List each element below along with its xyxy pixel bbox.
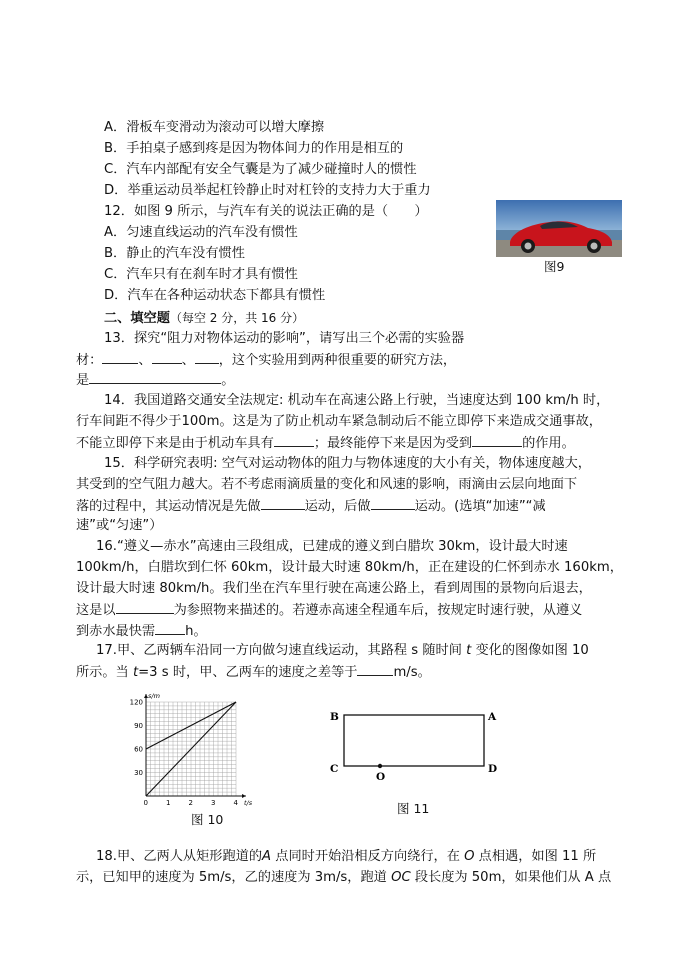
q17-text-d: =3 s 时，甲、乙两车的速度之差等于 <box>138 665 358 680</box>
q16-text-d: h。 <box>185 624 207 639</box>
q15-line4: 速”或“匀速”） <box>76 518 163 533</box>
q14-blank-1[interactable] <box>274 433 314 447</box>
q12-option-b: B．静止的汽车没有惯性 <box>104 246 245 261</box>
st-graph-svg <box>118 688 268 806</box>
q18-text-a: 18.甲、乙两人从矩形跑道的 <box>96 849 263 864</box>
label-o: O <box>376 771 386 781</box>
q16-line4 <box>76 600 582 621</box>
q15-text-b: 运动，后做 <box>304 499 371 514</box>
q13-line1: 13．探究“阻力对物体运动的影响”，请写出三个必需的实验器 <box>104 331 465 346</box>
q13-line3 <box>76 370 234 391</box>
y-axis-label: s/m <box>148 692 160 700</box>
q15-blank-2[interactable] <box>371 496 415 510</box>
q12-option-d: D．汽车在各种运动状态下都具有惯性 <box>104 288 326 303</box>
q17-blank-1[interactable] <box>357 662 393 676</box>
q16-text-a: 这是以 <box>76 603 116 618</box>
q18-line2 <box>76 868 611 888</box>
q13-text-b: ，这个实验用到两种很重要的研究方法， <box>218 353 457 368</box>
q16-blank-2[interactable] <box>155 621 185 635</box>
q13-line2 <box>76 350 456 371</box>
track-diagram <box>325 705 505 781</box>
q17-text-b: 变化的图像如图 10 <box>471 643 589 658</box>
q17-var-t: t <box>466 643 472 658</box>
section-title: 二、填空题 <box>104 311 170 326</box>
y-tick-label: 60 <box>134 745 143 754</box>
figure-11-track <box>325 705 505 785</box>
q14-line3 <box>76 433 575 454</box>
q18-var-o: O <box>464 849 475 864</box>
point-o-dot <box>378 764 382 768</box>
label-a: A <box>488 711 497 723</box>
q14-text-b: ；最终能停下来是因为受到 <box>313 436 473 451</box>
q16-line5 <box>76 621 207 642</box>
q15-text-c: 运动。(选填“加速”“减 <box>414 499 546 514</box>
x-tick-label: 0 <box>143 799 148 806</box>
q12-option-c: C．汽车只有在刹车时才具有惯性 <box>104 267 298 282</box>
section-heading <box>104 308 304 329</box>
q14-text-a: 不能立即停下来是由于机动车具有 <box>76 436 274 451</box>
q17-text-a: 17.甲、乙两辆车沿同一方向做匀速直线运动，其路程 s 随时间 <box>96 643 467 658</box>
car-photo <box>496 200 622 257</box>
figure-10-graph <box>118 688 268 810</box>
q11-option-b: B．手拍桌子感到疼是因为物体间力的作用是相互的 <box>104 141 404 156</box>
q16-line3: 设计最大时速 80km/h。我们坐在汽车里行驶在高速公路上，看到周围的景物向后退去， <box>76 581 592 596</box>
q15-line1: 15．科学研究表明: 空气对运动物体的阻力与物体速度的大小有关，物体速度越大， <box>104 456 591 471</box>
q12-option-a: A．匀速直线运动的汽车没有惯性 <box>104 225 298 240</box>
y-tick-label: 120 <box>129 698 143 707</box>
q13-sep-2: 、 <box>181 353 195 368</box>
q18-var-oc: OC <box>391 870 411 885</box>
q14-line1: 14．我国道路交通安全法规定: 机动车在高速公路上行驶，当速度达到 100 km/h 时， <box>104 393 610 408</box>
q11-option-a: A．滑板车变滑动为滚动可以增大摩擦 <box>104 120 325 135</box>
x-tick-label: 2 <box>188 799 193 806</box>
q18-line1 <box>96 847 596 867</box>
track-rectangle <box>344 715 484 766</box>
x-axis-arrow <box>242 794 246 798</box>
x-tick-label: 3 <box>211 799 216 806</box>
q18-text-c: 点相遇，如图 11 所 <box>474 849 597 864</box>
q11-option-d: D．举重运动员举起杠铃静止时对杠铃的支持力大于重力 <box>104 183 431 198</box>
q15-line2: 其受到的空气阻力越大。若不考虑雨滴质量的变化和风速的影响，雨滴由云层向地面下 <box>76 477 578 492</box>
q16-text-b: 为参照物来描述的。若遵赤高速全程通车后，按规定时速行驶，从遵义 <box>173 603 583 618</box>
label-d: D <box>488 763 498 775</box>
q17-text-e: m/s。 <box>393 665 431 680</box>
q16-line2: 100km/h，白腊坎到仁怀 60km，设计最大时速 80km/h，正在建设的仁怀到赤水 160km， <box>76 560 623 575</box>
label-b: B <box>330 711 339 723</box>
x-axis-label: t/s <box>244 799 253 806</box>
q16-text-c: 到赤水最快需 <box>76 624 156 639</box>
q18-text-d: 示，已知甲的速度为 5m/s，乙的速度为 3m/s，跑道 <box>76 870 392 885</box>
q13-sep-1: 、 <box>138 353 152 368</box>
q17-text-c: 所示。当 <box>76 665 133 680</box>
q13-text-c: 是 <box>76 373 90 388</box>
y-tick-label: 30 <box>134 769 143 777</box>
q18-text-b: 点同时开始沿相反方向绕行，在 <box>271 849 465 864</box>
q17-var-t2: t <box>132 665 139 680</box>
q15-text-a: 落的过程中，其运动情况是先做 <box>76 499 261 514</box>
x-tick-label: 1 <box>166 799 171 806</box>
q13-text-d: 。 <box>221 373 235 388</box>
figure-9-caption: 图9 <box>544 259 565 274</box>
q13-text-a: 材： <box>76 353 103 368</box>
section-note: （每空 2 分，共 16 分） <box>169 311 305 325</box>
q14-text-c: 的作用。 <box>522 436 575 451</box>
q14-blank-2[interactable] <box>472 433 522 447</box>
q18-text-e: 段长度为 50m，如果他们从 A 点 <box>410 870 612 885</box>
figure-11-caption: 图 11 <box>397 801 430 816</box>
q15-blank-1[interactable] <box>261 496 305 510</box>
q13-blank-1[interactable] <box>102 350 138 364</box>
label-c: C <box>330 763 339 775</box>
x-tick-label: 4 <box>233 799 238 806</box>
q14-line2: 行车间距不得少于100m。这是为了防止机动车紧急制动后不能立即停下来造成交通事故， <box>76 414 602 429</box>
y-tick-label: 90 <box>134 722 143 730</box>
q15-line3 <box>76 496 546 517</box>
q12-stem: 12．如图 9 所示，与汽车有关的说法正确的是（ ） <box>104 204 428 219</box>
q13-blank-4[interactable] <box>89 370 221 384</box>
q13-blank-3[interactable] <box>195 350 219 364</box>
q16-line1: 16.“遵义—赤水”高速由三段组成，已建成的遵义到白腊坎 30km，设计最大时速 <box>96 539 568 554</box>
q16-blank-1[interactable] <box>116 600 174 614</box>
q18-var-a: A <box>262 849 272 864</box>
q17-line2 <box>76 662 431 683</box>
figure-10-caption: 图 10 <box>191 812 224 827</box>
q17-line1 <box>96 641 589 661</box>
q13-blank-2[interactable] <box>152 350 182 364</box>
q11-option-c: C．汽车内部配有安全气囊是为了减少碰撞时人的惯性 <box>104 162 417 177</box>
